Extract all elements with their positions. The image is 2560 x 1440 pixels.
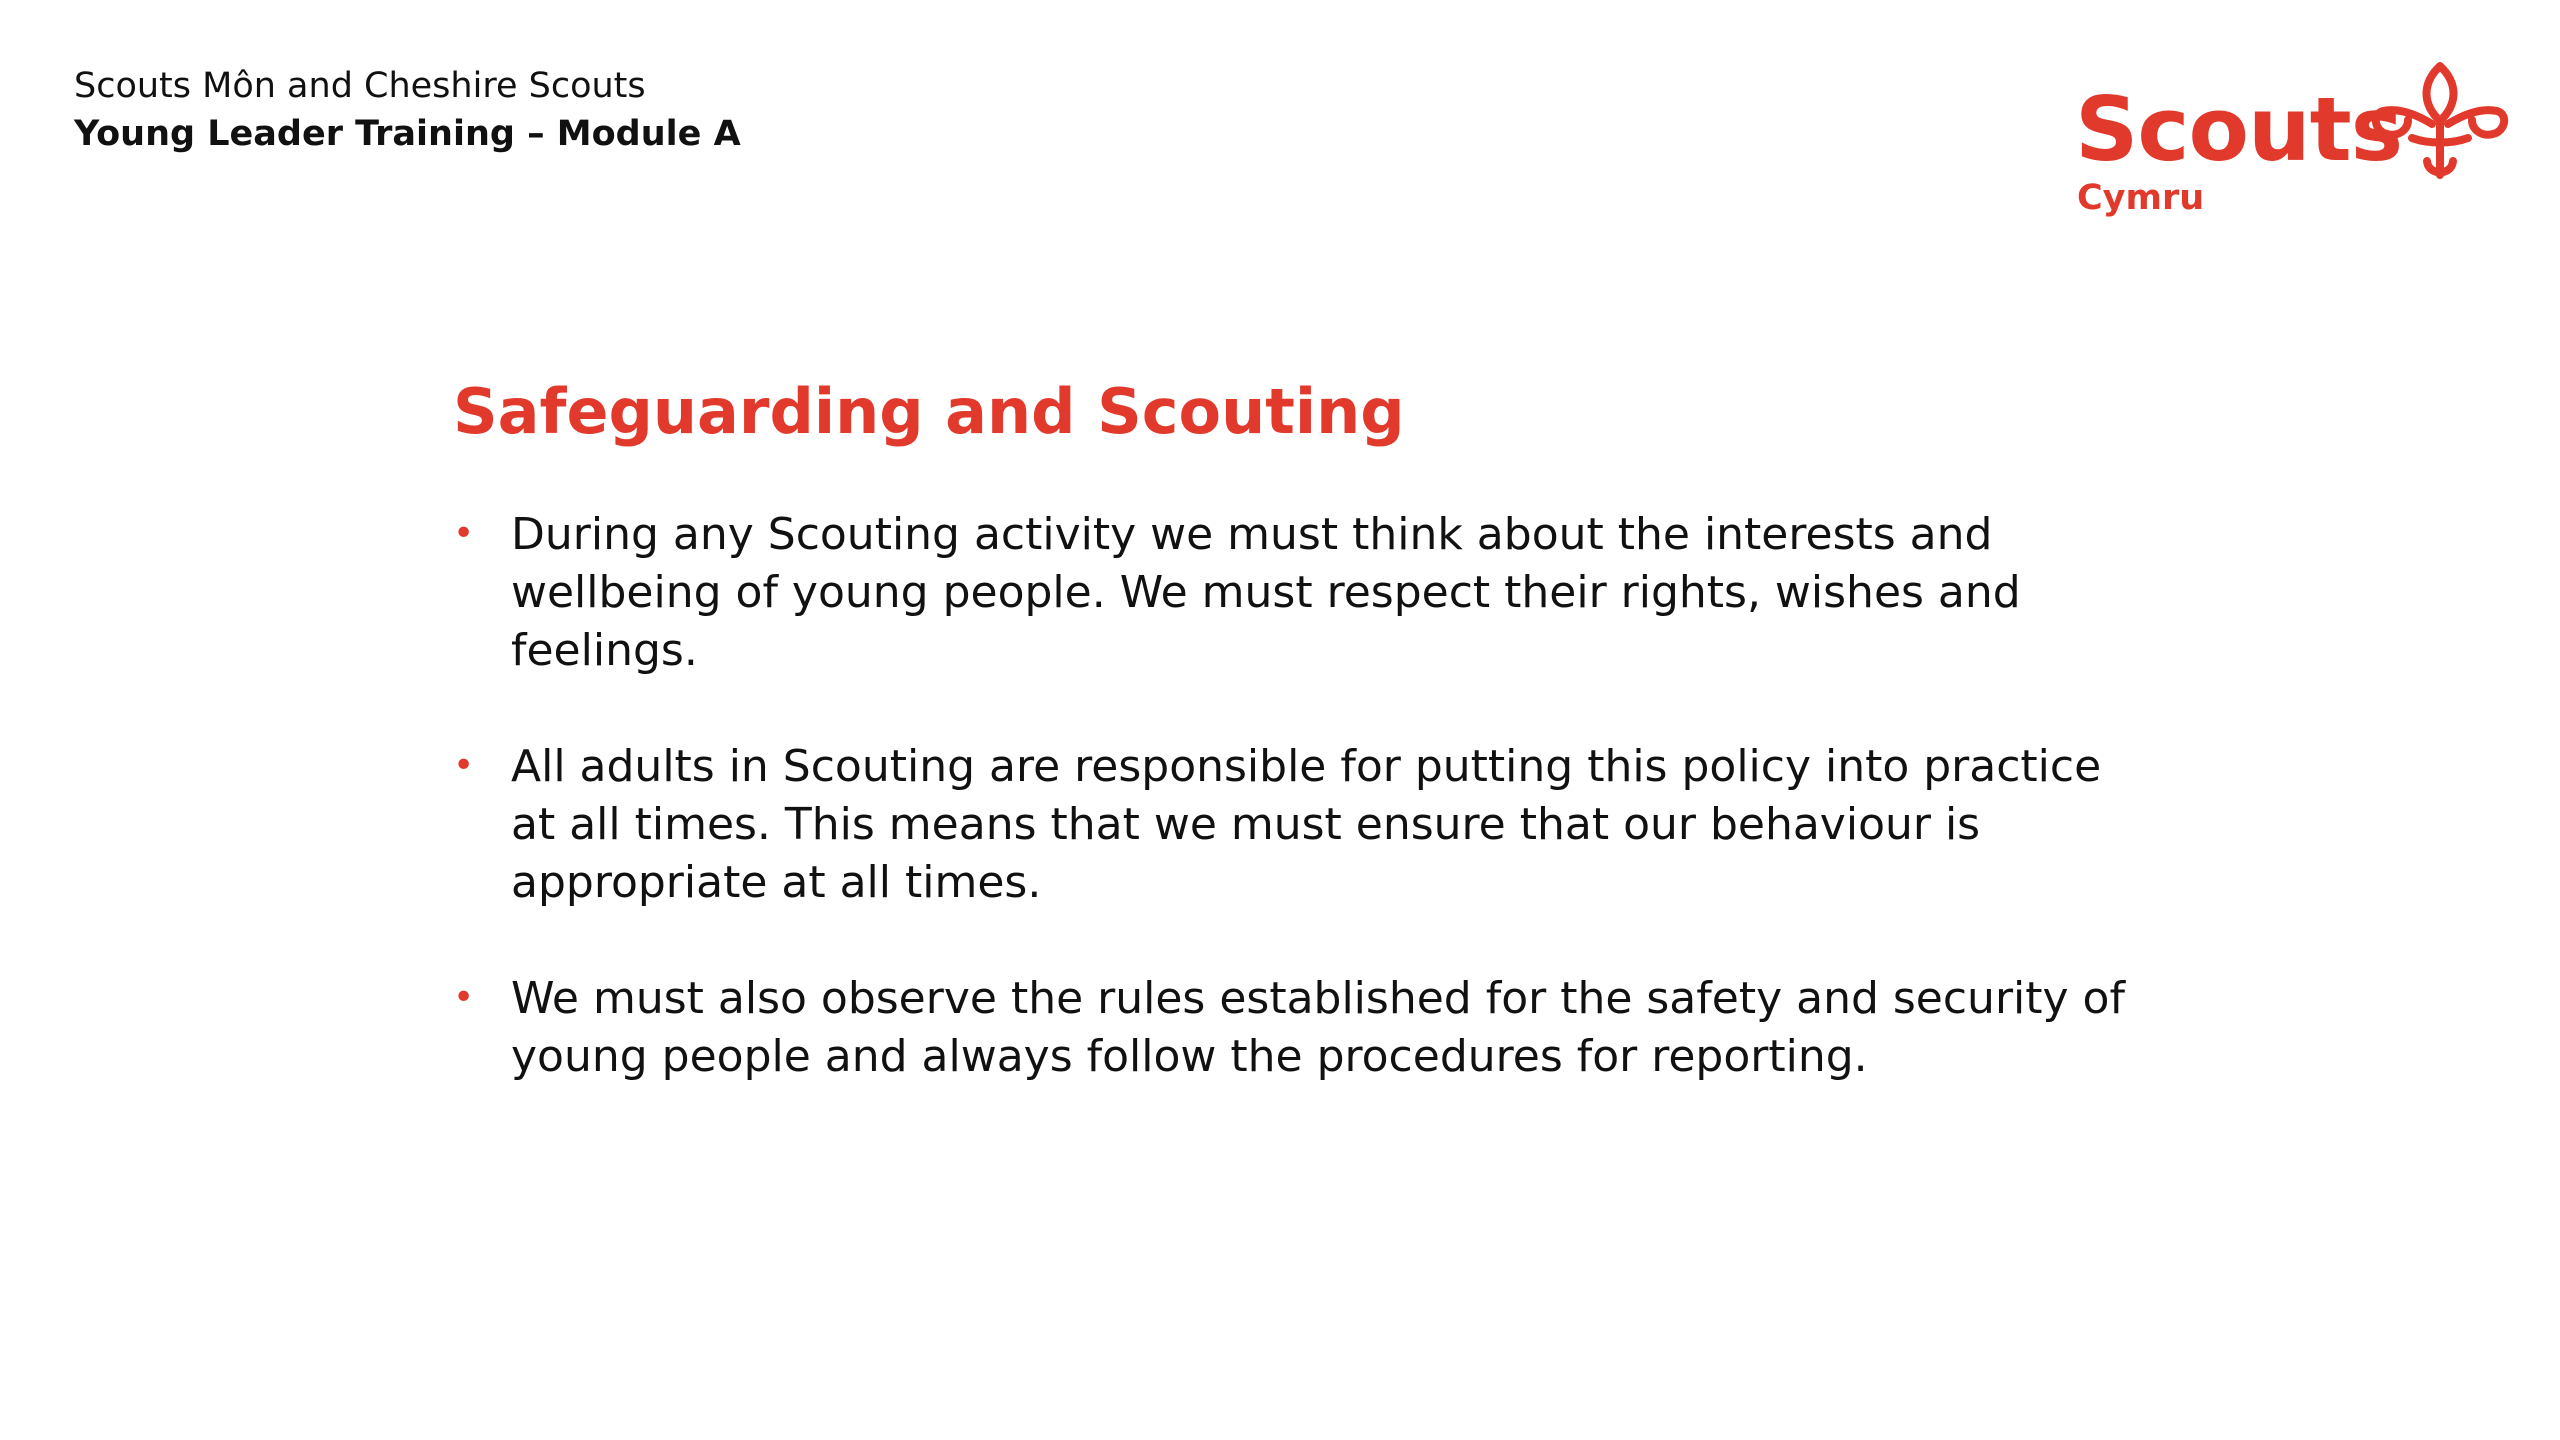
bullet-text: During any Scouting activity we must think about the interests and wellbeing of young people. We must respect their rights, wishes and feelings.	[511, 509, 2021, 676]
bullet-item	[453, 506, 2153, 680]
bullet-dot: •	[453, 745, 475, 786]
bullet-item	[453, 738, 2153, 912]
bullet-item	[453, 970, 2153, 1086]
bullet-dot: •	[453, 513, 475, 554]
bullet-text: All adults in Scouting are responsible for putting this policy into practice at all times. This means that we must ensure that our behaviour is appropriate at all times.	[511, 741, 2102, 908]
module-title: Young Leader Training – Module A	[74, 114, 741, 154]
logo-subtitle: Cymru	[2077, 178, 2205, 218]
bullet-list	[453, 506, 2153, 1086]
fleur-de-lis-icon	[2370, 58, 2510, 188]
bullet-text: We must also observe the rules established for the safety and security of young people and always follow the procedures for reporting.	[511, 973, 2125, 1082]
scouts-cymru-logo	[2075, 58, 2515, 228]
logo-wordmark: Scouts	[2075, 78, 2403, 181]
slide-title: Safeguarding and Scouting	[453, 375, 1405, 448]
bullet-dot: •	[453, 977, 475, 1018]
organisation-name: Scouts Môn and Cheshire Scouts	[74, 66, 646, 106]
slide-content	[453, 370, 2153, 1144]
slide-header	[74, 62, 1174, 158]
